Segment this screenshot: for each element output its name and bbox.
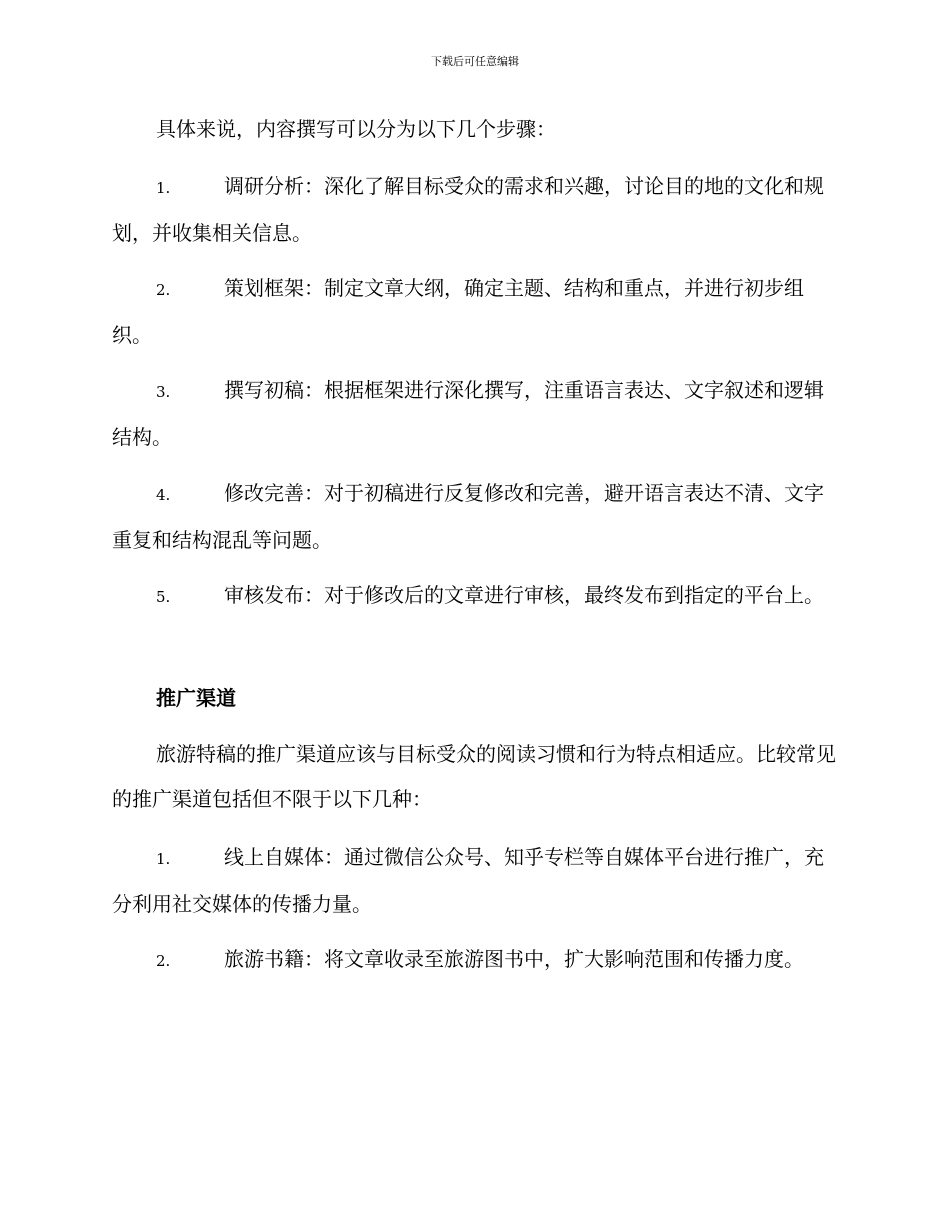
- list-number: 5.: [156, 588, 171, 606]
- section-intro-paragraph: 旅游特稿的推广渠道应该与目标受众的阅读习惯和行为特点相适应。比较常见的推广渠道包括但不限于以下几种：: [112, 742, 836, 811]
- step-item-5: [112, 573, 836, 620]
- list-item-text: 调研分析：深化了解目标受众的需求和兴趣，讨论目的地的文化和规划，并收集相关信息。: [112, 174, 824, 245]
- list-item-text: 策划框架：制定文章大纲，确定主题、结构和重点，并进行初步组织。: [112, 276, 804, 347]
- list-item-text: 审核发布：对于修改后的文章进行审核，最终发布到指定的平台上。: [224, 583, 824, 607]
- step-item-3: [112, 368, 836, 460]
- list-item-text: 线上自媒体：通过微信公众号、知乎专栏等自媒体平台进行推广，充分利用社交媒体的传播力量。: [112, 845, 824, 916]
- page-header-note: 下载后可任意编辑: [431, 55, 519, 68]
- intro-paragraph: 具体来说，内容撰写可以分为以下几个步骤：: [156, 117, 556, 141]
- section-heading: 推广渠道: [156, 686, 236, 710]
- step-item-2: [112, 266, 836, 358]
- list-number: 4.: [156, 486, 171, 504]
- list-number: 1.: [156, 179, 171, 197]
- list-number: 2.: [156, 281, 171, 299]
- channel-item-2: [112, 937, 836, 984]
- step-item-4: [112, 471, 836, 563]
- list-number: 1.: [156, 850, 171, 868]
- step-item-1: [112, 164, 836, 256]
- list-item-text: 修改完善：对于初稿进行反复修改和完善，避开语言表达不清、文字重复和结构混乱等问题。: [112, 481, 824, 552]
- channel-item-1: [112, 835, 836, 927]
- list-number: 2.: [156, 952, 171, 970]
- list-item-text: 撰写初稿：根据框架进行深化撰写，注重语言表达、文字叙述和逻辑结构。: [112, 378, 824, 449]
- list-number: 3.: [156, 383, 171, 401]
- list-item-text: 旅游书籍：将文章收录至旅游图书中，扩大影响范围和传播力度。: [224, 947, 804, 971]
